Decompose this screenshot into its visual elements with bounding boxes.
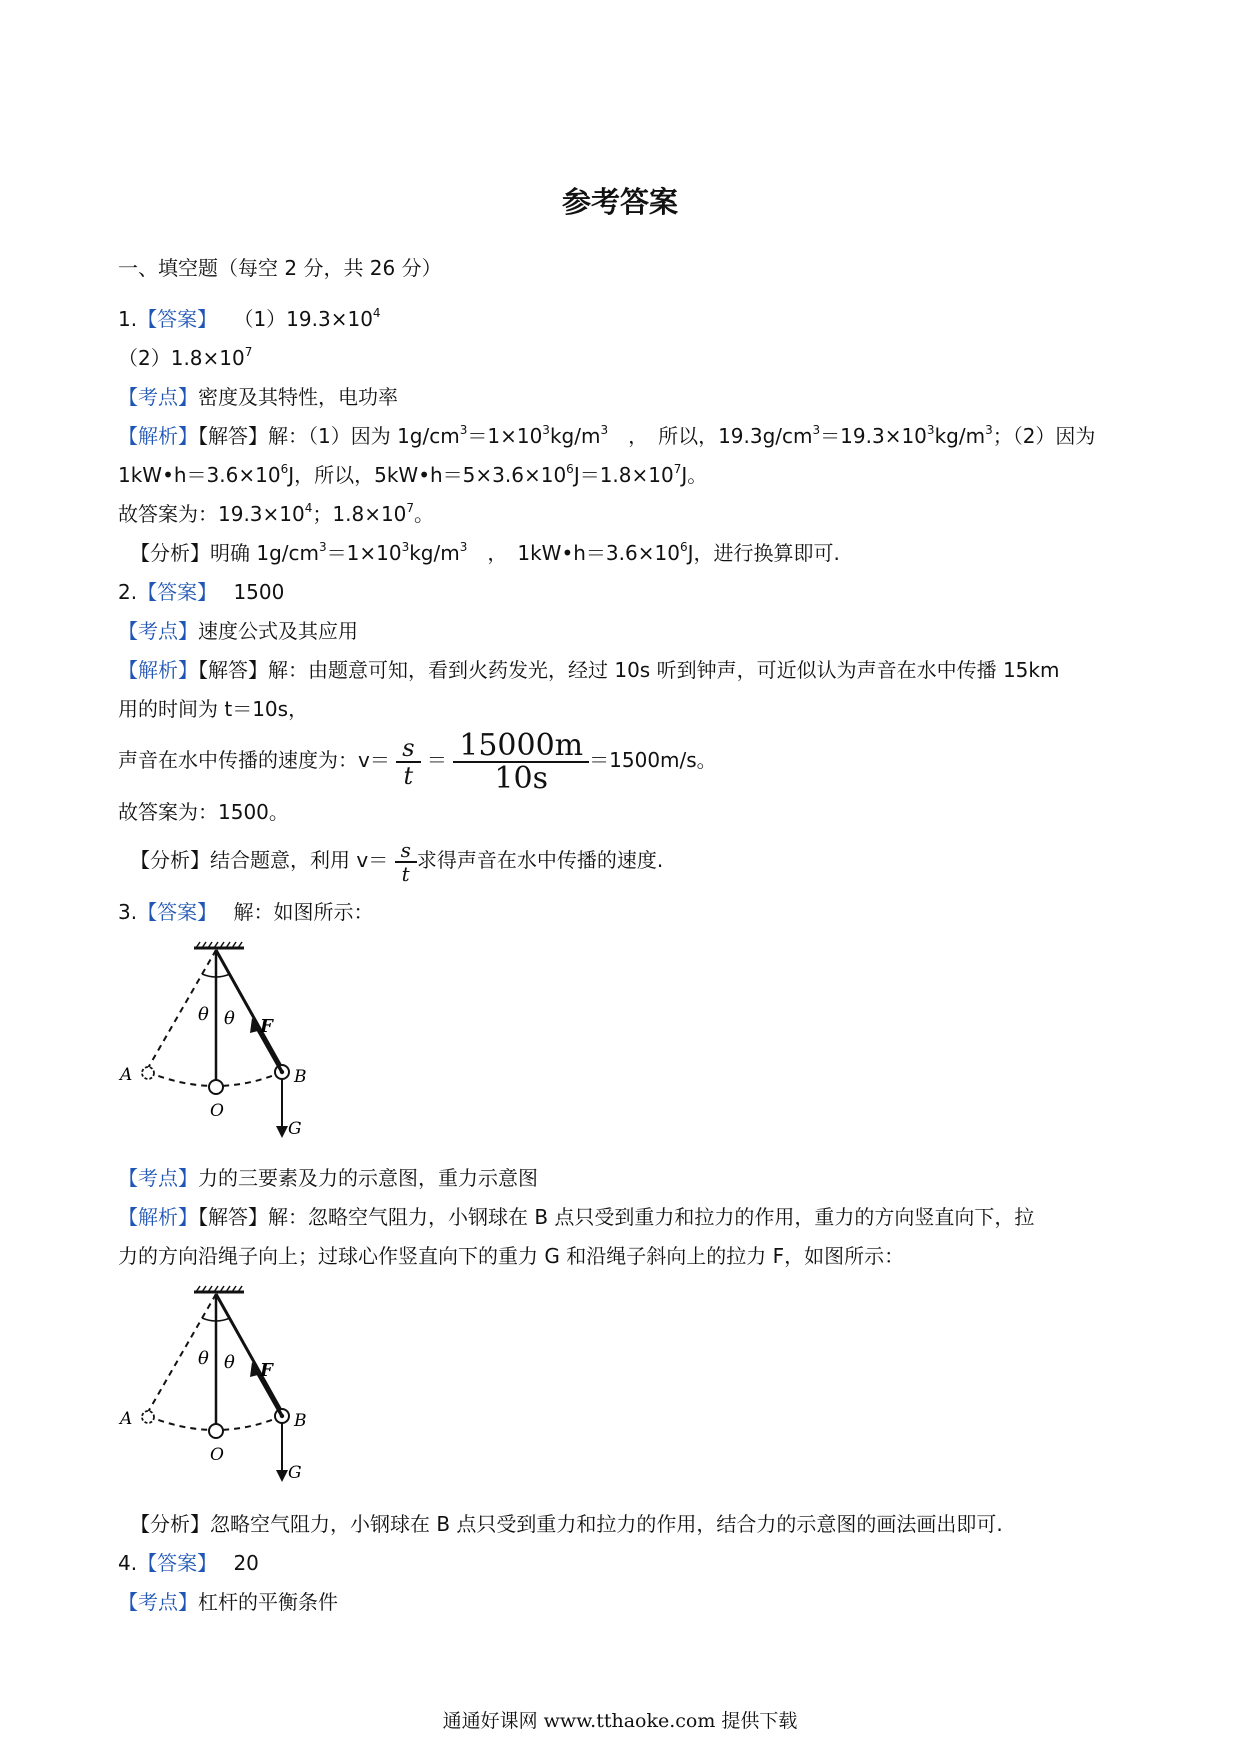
q1-answer-2 <box>118 344 252 372</box>
text: ＝1×10 <box>326 541 402 565</box>
fraction-s-over-t <box>396 735 420 789</box>
q3-summary: 【分析】忽略空气阻力，小钢球在 B 点只受到重力和拉力的作用，结合力的示意图的画法画出即可. <box>130 1512 1003 1536</box>
q2-formula <box>118 727 717 796</box>
q3-number: 3. <box>118 900 138 924</box>
q2-knowledge-point <box>118 617 358 645</box>
q1-analysis-line1 <box>118 422 1095 450</box>
text: 求得声音在水中传播的速度. <box>416 848 664 872</box>
q2-analysis-line2: 用的时间为 t＝10s， <box>118 697 309 721</box>
theta-label-right: θ <box>224 1008 235 1029</box>
text: ；（2）因为 <box>992 424 1096 448</box>
text: kg/m <box>409 541 460 565</box>
q4-answer-value: 20 <box>233 1551 259 1575</box>
section-heading: 一、填空题（每空 2 分，共 26 分） <box>118 256 442 280</box>
q4-answer <box>118 1549 259 1577</box>
text: J＝1.8×10 <box>573 463 674 487</box>
q1-answer-part1: （1）19.3×10 <box>233 307 373 331</box>
text: 【分析】明确 1g/cm <box>130 541 319 565</box>
q3-analysis-line2: 力的方向沿绳子向上；过球心作竖直向下的重力 G 和沿绳子斜向上的拉力 F，如图所示： <box>118 1244 905 1268</box>
point-label-o: O <box>210 1101 224 1121</box>
denominator: t <box>403 761 414 790</box>
text: 【分析】结合题意，利用 v＝ <box>130 848 389 872</box>
point-label-b: B <box>294 1067 307 1087</box>
point-label-b: B <box>294 1411 307 1431</box>
text: J。 <box>681 463 708 487</box>
point-label-a: A <box>120 1065 133 1085</box>
analysis-tag: 【解析】 <box>118 424 198 448</box>
text: 故答案为：19.3×10 <box>118 502 305 526</box>
exponent: 4 <box>304 501 313 515</box>
answer-tag: 【答案】 <box>137 900 218 924</box>
text: 1kW•h＝3.6×10 <box>118 463 281 487</box>
exponent: 3 <box>812 423 821 437</box>
answer-tag: 【答案】 <box>137 580 218 604</box>
analysis-tag: 【解析】 <box>118 658 198 682</box>
exponent: 3 <box>401 540 410 554</box>
force-label-f: F <box>260 1016 273 1037</box>
knowledge-tag: 【考点】 <box>118 1590 198 1614</box>
q3-analysis-line1 <box>118 1203 1034 1231</box>
exponent: 3 <box>459 540 468 554</box>
theta-label-left: θ <box>198 1004 209 1025</box>
q4-number: 4. <box>118 1551 138 1575</box>
numerator: s <box>396 735 420 763</box>
q1-knowledge-point <box>118 383 398 411</box>
page-footer[interactable]: 通通好课网 www.tthaoke.com 提供下载 <box>442 1710 798 1732</box>
text: J，进行换算即可. <box>687 541 840 565</box>
q1-answer <box>118 305 381 333</box>
analysis-tag: 【解析】 <box>118 1205 198 1229</box>
denominator: t <box>401 861 410 886</box>
fraction-values <box>453 727 589 796</box>
exponent: 6 <box>566 462 574 476</box>
text: 【解答】解：忽略空气阻力，小钢球在 B 点只受到重力和拉力的作用，重力的方向竖直向下，拉 <box>198 1205 1035 1229</box>
numerator: 15000m <box>453 730 589 763</box>
theta-label-left: θ <box>198 1348 209 1369</box>
q1-number: 1. <box>118 307 138 331</box>
point-label-a: A <box>120 1409 133 1429</box>
text: ；1.8×10 <box>312 502 407 526</box>
exponent: 3 <box>319 540 327 554</box>
text: ， 1kW•h＝3.6×10 <box>467 541 680 565</box>
force-label-g: G <box>288 1119 302 1139</box>
exponent: 7 <box>406 501 415 515</box>
exponent: 3 <box>985 423 993 437</box>
q3-answer <box>118 898 373 926</box>
knowledge-text: 密度及其特性，电功率 <box>198 385 398 409</box>
force-label-g: G <box>288 1463 302 1483</box>
text: 【解答】解：由题意可知，看到火药发光，经过 10s 听到钟声，可近似认为声音在水中传播 15km <box>198 658 1060 682</box>
answer-tag: 【答案】 <box>137 307 218 331</box>
text: ＝ <box>426 748 447 772</box>
exponent: 3 <box>542 423 550 437</box>
text: ＝1500m/s。 <box>589 748 717 772</box>
q2-answer <box>118 578 284 606</box>
text: ＝19.3×10 <box>820 424 927 448</box>
q1-answer-part2: （2）1.8×10 <box>118 346 245 370</box>
q3-answer-text: 解：如图所示： <box>233 900 374 924</box>
text: J，所以，5kW•h＝5×3.6×10 <box>288 463 567 487</box>
exponent: 3 <box>926 423 935 437</box>
knowledge-tag: 【考点】 <box>118 1166 198 1190</box>
exponent: 6 <box>679 540 688 554</box>
q1-final-answer <box>118 500 434 528</box>
theta-label-right: θ <box>224 1352 235 1373</box>
point-label-o: O <box>210 1445 224 1465</box>
text: 。 <box>414 502 435 526</box>
text: 【解答】解：（1）因为 1g/cm <box>198 424 460 448</box>
text: 声音在水中传播的速度为：v＝ <box>118 748 390 772</box>
force-label-f: F <box>260 1360 273 1381</box>
q1-analysis-line2 <box>118 461 707 489</box>
knowledge-text: 速度公式及其应用 <box>198 619 358 643</box>
text: kg/m <box>934 424 986 448</box>
q2-number: 2. <box>118 580 138 604</box>
knowledge-text: 杠杆的平衡条件 <box>198 1590 338 1614</box>
exponent: 7 <box>673 462 682 476</box>
exponent: 6 <box>280 462 289 476</box>
denominator: 10s <box>494 760 548 796</box>
page-title: 参考答案 <box>561 185 678 219</box>
numerator: s <box>395 839 417 863</box>
knowledge-tag: 【考点】 <box>118 385 198 409</box>
fraction-s-over-t <box>395 839 417 885</box>
pendulum-diagram-1 <box>116 940 316 1150</box>
exponent: 7 <box>244 345 253 359</box>
answer-tag: 【答案】 <box>137 1551 218 1575</box>
exponent: 3 <box>600 423 609 437</box>
pendulum-diagram-2 <box>116 1284 316 1494</box>
q4-knowledge-point <box>118 1588 338 1616</box>
exponent: 4 <box>372 306 381 320</box>
knowledge-tag: 【考点】 <box>118 619 198 643</box>
q2-analysis-line1 <box>118 656 1059 684</box>
q2-summary <box>130 832 663 888</box>
q1-summary <box>130 539 840 567</box>
q3-knowledge-point <box>118 1164 538 1192</box>
text: ， 所以，19.3g/cm <box>608 424 813 448</box>
q2-final-answer: 故答案为：1500。 <box>118 800 289 824</box>
q2-answer-value: 1500 <box>233 580 285 604</box>
text: kg/m <box>549 424 601 448</box>
knowledge-text: 力的三要素及力的示意图，重力示意图 <box>198 1166 538 1190</box>
exponent: 3 <box>459 423 468 437</box>
text: ＝1×10 <box>467 424 543 448</box>
